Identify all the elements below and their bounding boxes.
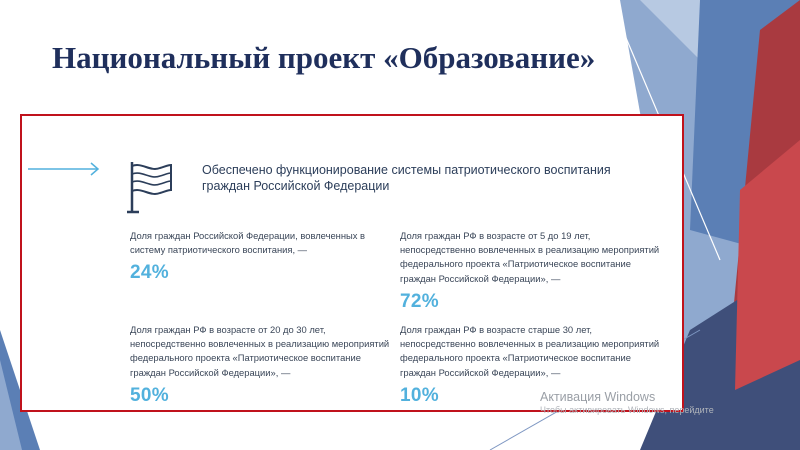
panel-heading: Обеспечено функционирование системы патриотического воспитания граждан Российской Федерации — [202, 163, 611, 193]
flag-icon — [126, 160, 174, 214]
arrow-right-icon — [28, 162, 100, 176]
slide-title: Национальный проект «Образование» — [52, 40, 596, 75]
content-panel — [20, 114, 684, 412]
stat-description: Доля граждан РФ в возрасте старше 30 лет, непосредственно вовлеченных в реализацию мероприятий федерального проекта «Патриотическое воспитание граждан Российской Федерации», — — [400, 324, 660, 378]
stat-value: 24% — [130, 262, 169, 284]
stat-value: 10% — [400, 384, 439, 406]
stat-value: 50% — [130, 384, 169, 406]
stat-value: 72% — [400, 290, 439, 312]
stat-block — [400, 229, 662, 313]
stat-block — [130, 229, 392, 284]
stat-description: Доля граждан РФ в возрасте от 20 до 30 лет, непосредственно вовлеченных в реализацию мероприятий федерального проекта «Патриотическое воспитание граждан Российской Федерации», — — [130, 324, 390, 378]
stat-block — [130, 323, 392, 407]
windows-activation-watermark: Активация Windows — [540, 390, 656, 404]
stat-description: Доля граждан РФ в возрасте от 5 до 19 лет, непосредственно вовлеченных в реализацию мероприятий федерального проекта «Патриотическое воспитание граждан Российской Федерации», — — [400, 230, 660, 284]
windows-activation-hint: Чтобы активировать Windows, перейдите — [540, 405, 714, 415]
stat-description: Доля граждан Российской Федерации, вовлеченных в систему патриотического воспитания, — — [130, 230, 366, 256]
